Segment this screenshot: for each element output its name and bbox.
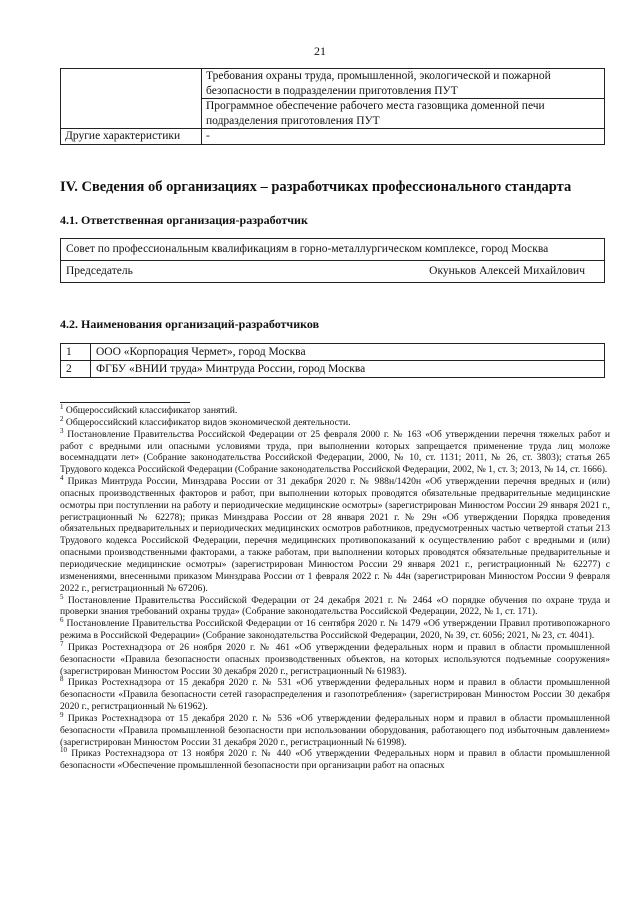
page-number: 21 xyxy=(314,44,326,58)
footnote-text: Приказ Ростехнадзора от 13 ноября 2020 г. № 440 «Об утверждении Федеральных норм и правил в области промышленной безопасности «Обеспечение промышленной безопасности при организации работ на опасных xyxy=(60,748,610,772)
table-row xyxy=(61,69,605,99)
footnote-text: Приказ Ростехнадзора от 15 декабря 2020 г. № 531 «Об утверждении федеральных норм и правил в области промышленной безопасности «Правила безопасности сетей газораспределения и газопотребления» (зарегистрирован Минюстом России 30 декабря 2020 г., регистрационный № 61962). xyxy=(60,677,610,713)
footnote-marker: 6 xyxy=(60,616,64,625)
footnote-text: Постановление Правительства Российской Федерации от 16 сентября 2020 г. № 1479 «Об утверждении Правил противопожарного режима в Российской Федерации» (Собрание законодательства Российской Федерации, 2020, № 39, ст. 6056; 2021, № 23, ст. 4041). xyxy=(60,618,610,642)
org-name: ООО «Корпорация Чермет», город Москва xyxy=(91,344,605,361)
footnote-marker: 8 xyxy=(60,675,64,684)
footnote xyxy=(60,748,610,772)
footnote xyxy=(60,618,610,642)
table-cell: - xyxy=(202,129,605,145)
developers-table xyxy=(60,343,605,378)
footnote-divider xyxy=(60,402,190,403)
footnote-text: Приказ Ростехнадзора от 15 декабря 2020 г. № 536 «Об утверждении федеральных норм и правил в области промышленной безопасности «Правила промышленной безопасности при использовании оборудования, работающего под избыточным давлением» (зарегистрирован Минюстом России 31 декабря 2020 г., регистрационный № 61998). xyxy=(60,712,610,748)
row-number: 1 xyxy=(61,344,91,361)
footnote-marker: 7 xyxy=(60,639,64,648)
footnote-marker: 5 xyxy=(60,592,64,601)
org-name: ФГБУ «ВНИИ труда» Минтруда России, город Москва xyxy=(91,361,605,378)
table-row xyxy=(61,239,605,261)
footnote-marker: 9 xyxy=(60,710,64,719)
footnote-text: Постановление Правительства Российской Федерации от 25 февраля 2000 г. № 163 «Об утверждении перечня тяжелых работ и работ с вредными или опасными условиями труда, при выполнении которых запрещается применение труда лиц моложе восемнадцати лет» (Собрание законодательства Российской Федерации, 2000, № 10, ст. 1131; 2011, № 26, ст. 3803); статья 265 Трудового кодекса Российской Федерации (Собрание законодательства Российской Федерации, 2002, № 1, ст. 3; 2013, № 14, ст. 1666). xyxy=(60,428,610,476)
responsible-org: Совет по профессиональным квалификациям в горно-металлургическом комплексе, город Москва xyxy=(61,239,605,261)
responsible-table xyxy=(60,238,605,283)
responsible-heading: 4.1. Ответственная организация-разработчик xyxy=(60,213,308,227)
footnote-text: Приказ Ростехнадзора от 26 ноября 2020 г. № 461 «Об утверждении федеральных норм и правил в области промышленной безопасности «Правила безопасности опасных производственных объектов, на которых используются подъемные сооружения» (зарегистрирован Минюстом России 30 декабря 2020 г., регистрационный № 61983). xyxy=(60,641,610,677)
person-name: Окуньков Алексей Михайлович xyxy=(429,265,585,277)
table-cell: Программное обеспечение рабочего места газовщика доменной печи подразделения приготовления ПУТ xyxy=(202,99,605,129)
footnote xyxy=(60,476,610,594)
footnote-text: Общероссийский классификатор видов экономической деятельности. xyxy=(63,416,351,428)
section-title: IV. Сведения об организациях – разработчиках профессионального стандарта xyxy=(60,179,572,195)
developers-heading: 4.2. Наименования организаций-разработчиков xyxy=(60,317,320,331)
footnote xyxy=(60,677,610,713)
footnotes xyxy=(60,405,610,772)
footnote xyxy=(60,592,610,619)
responsible-signature-cell xyxy=(61,261,605,283)
table-row xyxy=(61,344,605,361)
signature-row xyxy=(66,264,599,279)
footnote xyxy=(60,639,610,678)
footnote xyxy=(60,414,610,429)
footnote xyxy=(60,426,610,476)
footnote-marker: 4 xyxy=(60,474,64,483)
footnote-text: Общероссийский классификатор занятий. xyxy=(63,405,238,416)
table-row xyxy=(61,261,605,283)
table-cell: Требования охраны труда, промышленной, экологической и пожарной безопасности в подразделении приготовления ПУТ xyxy=(202,69,605,99)
row-number: 2 xyxy=(61,361,91,378)
footnote xyxy=(60,710,610,749)
position-label: Председатель xyxy=(66,265,133,277)
footnote-text: Постановление Правительства Российской Федерации от 24 декабря 2021 г. № 2464 «О порядке обучения по охране труда и проверки знания требований охраны труда» (Собрание законодательства Российской Федерации, 2022, № 1, ст. 171). xyxy=(60,594,610,618)
table-cell-empty xyxy=(61,69,202,129)
footnote-marker: 1 xyxy=(60,403,64,411)
footnote-marker: 2 xyxy=(60,414,64,423)
characteristics-table xyxy=(60,68,605,145)
footnote xyxy=(60,405,610,417)
table-row xyxy=(61,361,605,378)
footnote-marker: 10 xyxy=(60,746,67,755)
footnote-text: Приказ Минтруда России, Минздрава России от 31 декабря 2020 г. № 988н/1420н «Об утверждении перечня вредных и (или) опасных производственных факторов и работ, при выполнении которых проводятся обязательные предварительные медицинские осмотры при поступлении на работу и периодические медицинские осмотры» (зарегистрирован Минюстом России 29 января 2021 г., регистрационный № 62278); приказ Минздрава России от 28 января 2021 г. № 29н «Об утверждении Порядка проведения обязательных предварительных и периодических медицинских осмотров работников, предусмотренных частью четвертой статьи 213 Трудового кодекса Российской Федерации, перечня медицинских противопоказаний к осуществлению работ с вредными и (или) опасными производственными факторами, а также работам, при выполнении которых проводятся обязательные предварительные и периодические медицинские осмотры» (зарегистрирован Минюстом России 29 января 2021 г., регистрационный № 62277) с изменениями, внесенными приказом Минздрава России от 1 февраля 2022 г. № 44н (зарегистрирован Минюстом России 9 февраля 2022 г., регистрационный № 67206). xyxy=(60,476,610,594)
table-row xyxy=(61,129,605,145)
footnote-marker: 3 xyxy=(60,426,64,435)
table-cell-label: Другие характеристики xyxy=(61,129,202,145)
